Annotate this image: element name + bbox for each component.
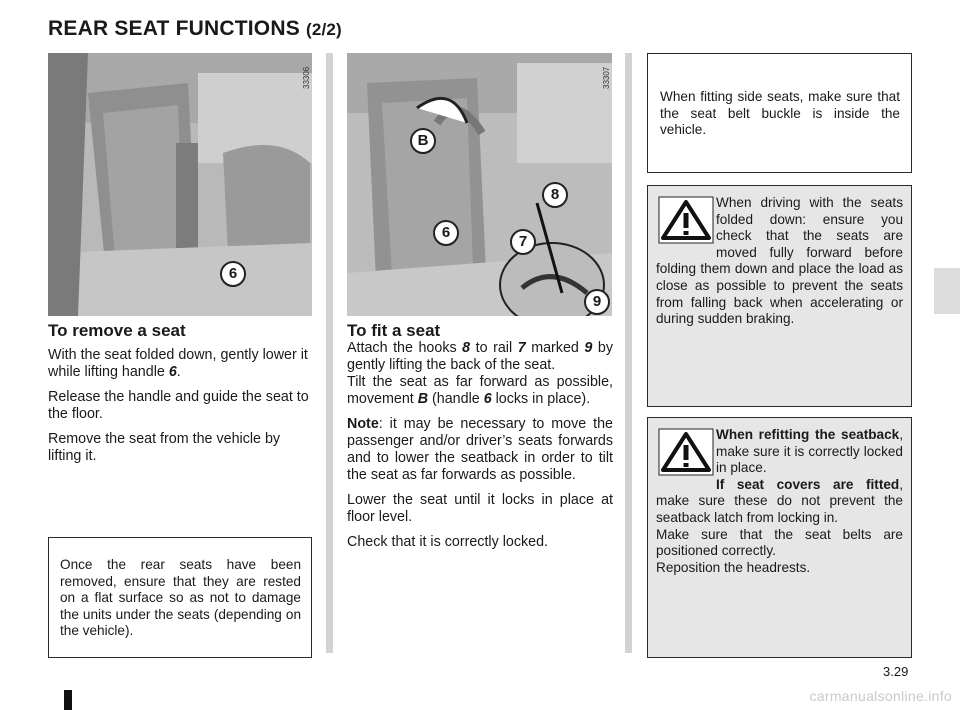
- column-divider: [625, 53, 632, 653]
- side-seat-note: When fitting side seats, make sure that the seat belt buckle is inside the vehicle.: [660, 89, 900, 138]
- seat-fitting-photo: [347, 53, 612, 316]
- fit-seat-heading: To fit a seat: [347, 321, 441, 340]
- column-divider: [326, 53, 333, 653]
- remove-seat-heading: To remove a seat: [48, 321, 186, 340]
- side-seat-note-box: [647, 53, 912, 173]
- warning-box-refitting: [647, 417, 912, 658]
- image-code: 33307: [602, 66, 611, 89]
- warning-refitting-text: When refitting the seatback, make sure it is correctly locked in place. If seat covers are fitted, make sure these do not prevent the seatback latch from locking in. Make sure that the seat belts are positioned correctly. Reposition the headrests.: [656, 427, 903, 575]
- fit-seat-text: Attach the hooks 8 to rail 7 marked 9 by gently lifting the back of the seat. Tilt the seat as far forward as possible, movement B (handle 6 locks in place). Note: it may be necessary to move the passenger and/or driver’s seats forwards and to lower the seatback in order to tilt the seat as far forwards as possible. Lower the seat until it locks in place at floor level. Check that it is correctly locked.: [347, 340, 613, 550]
- footer-marker: [64, 690, 72, 710]
- callout-label: 7: [510, 229, 536, 255]
- callout-label: 9: [584, 289, 610, 315]
- callout-label: 6: [220, 261, 246, 287]
- callout-label: 6: [433, 220, 459, 246]
- seat-removal-photo: [48, 53, 312, 316]
- rear-seat-note: Once the rear seats have been removed, ensure that they are rested on a flat surface so as not to damage the units under the seats (depending on the vehicle).: [60, 557, 301, 639]
- image-code: 33306: [302, 66, 311, 89]
- callout-label: B: [410, 128, 436, 154]
- warning-box-folding: [647, 185, 912, 407]
- page-number: 3.29: [883, 664, 909, 679]
- watermark: carmanualsonline.info: [809, 688, 952, 704]
- section-tab: [934, 268, 960, 314]
- callout-label: 8: [542, 182, 568, 208]
- rear-seat-note-box: [48, 537, 312, 658]
- page-title: REAR SEAT FUNCTIONS (2/2): [48, 17, 342, 40]
- warning-folding-text: When driving with the seats folded down: ensure you check that the seats are moved fully forward before folding them down and place the load as close as possible to prevent the seats from falling back when accelerating or during sudden braking.: [656, 195, 903, 327]
- remove-seat-text: With the seat folded down, gently lower it while lifting handle 6. Release the handle and guide the seat to the floor. Remove the seat from the vehicle by lifting it.: [48, 347, 309, 464]
